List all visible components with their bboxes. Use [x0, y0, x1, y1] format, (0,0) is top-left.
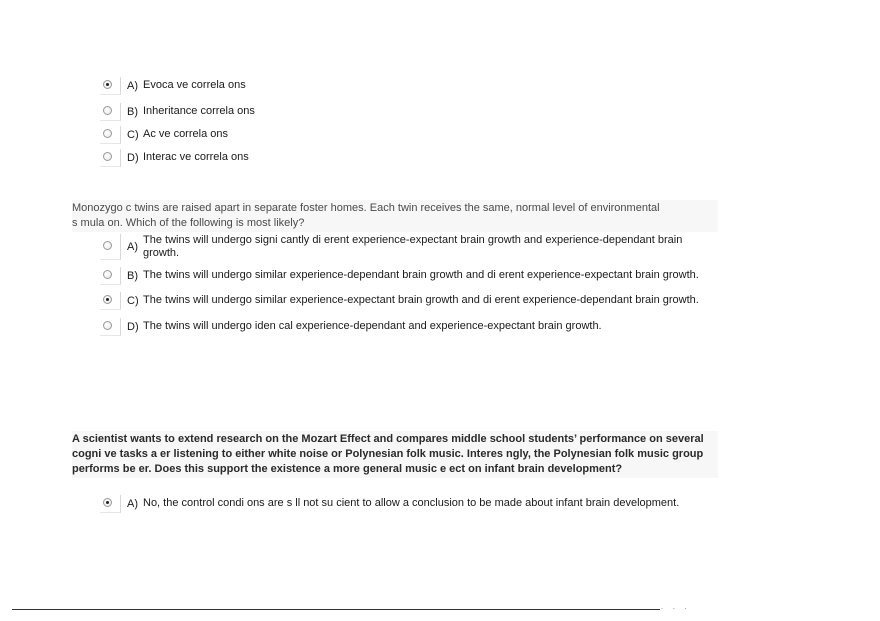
footer-divider: [12, 609, 660, 610]
q2-radio-a-icon[interactable]: [103, 241, 112, 250]
q2-radio-d-icon[interactable]: [103, 321, 112, 330]
q3-radio-a-icon[interactable]: [103, 498, 112, 507]
q2-option-a[interactable]: [100, 234, 703, 262]
q3-stem-line: cogni ve tasks a er listening to either white noise or Polynesian folk music. Interes ngly, the Polynesian folk music group: [72, 448, 704, 460]
q2-radio-cell-c: [100, 292, 121, 310]
q1-option-c-text: Ac ve correla ons: [143, 128, 228, 140]
q2-option-c-text: The twins will undergo similar experience-expectant brain growth and di erent experience-dependant brain growth.: [143, 294, 699, 306]
q1-radio-cell-d: [100, 149, 121, 167]
q2-option-d-text: The twins will undergo iden cal experience-dependant and experience-expectant brain growth.: [143, 320, 602, 332]
q1-option-c[interactable]: [100, 126, 228, 144]
q2-stem-line: s mula on. Which of the following is most likely?: [72, 217, 305, 229]
q2-stem-line: Monozygo c twins are raised apart in separate foster homes. Each twin receives the same, normal level of environmental: [72, 202, 660, 214]
q3-option-a[interactable]: [100, 495, 679, 513]
q2-option-d-letter: D): [127, 321, 139, 333]
q3-option-a-text: No, the control condi ons are s ll not su cient to allow a conclusion to be made about infant brain development.: [143, 497, 680, 509]
q1-option-b-text: Inheritance correla ons: [143, 105, 255, 117]
q1-option-d-letter: D): [127, 152, 139, 164]
q1-radio-cell-b: [100, 103, 121, 121]
q2-option-b-letter: B): [127, 270, 138, 282]
q1-radio-c-icon[interactable]: [103, 129, 112, 138]
q2-option-c[interactable]: [100, 292, 699, 310]
q1-option-a-text: Evoca ve correla ons: [143, 79, 246, 91]
q1-option-d-text: Interac ve correla ons: [143, 151, 249, 163]
q3-stem-line: A scientist wants to extend research on the Mozart Effect and compares middle school students’ performance on several: [72, 433, 704, 445]
q1-option-a[interactable]: [100, 77, 246, 95]
footer-dots: . . .: [661, 604, 691, 611]
q2-option-a-text: The twins will undergo signi cantly di erent experience-expectant brain growth and experience-dependant brain growth.: [143, 234, 683, 259]
q3-radio-cell-a: [100, 495, 121, 513]
q2-option-c-letter: C): [127, 295, 139, 307]
q2-radio-cell-a: [100, 234, 121, 260]
q1-option-b-letter: B): [127, 106, 138, 118]
q2-option-d[interactable]: [100, 318, 602, 336]
q3-stem-line: performs be er. Does this support the existence a more general music e ect on infant brain development?: [72, 463, 623, 475]
q2-option-b[interactable]: [100, 267, 699, 285]
q2-option-a-letter: A): [127, 241, 138, 253]
q1-radio-a-icon[interactable]: [103, 80, 112, 89]
q1-radio-cell-c: [100, 126, 121, 144]
q1-radio-d-icon[interactable]: [103, 152, 112, 161]
q2-radio-cell-b: [100, 267, 121, 285]
q2-radio-c-icon[interactable]: [103, 295, 112, 304]
q2-option-b-text: The twins will undergo similar experience-dependant brain growth and di erent experience-expectant brain growth.: [143, 269, 699, 281]
q2-radio-cell-d: [100, 318, 121, 336]
q1-option-c-letter: C): [127, 129, 139, 141]
q1-option-d[interactable]: [100, 149, 249, 167]
q2-stem: [72, 200, 718, 232]
q1-radio-cell-a: [100, 77, 121, 95]
q3-stem: [72, 431, 718, 478]
q1-radio-b-icon[interactable]: [103, 106, 112, 115]
q3-option-a-letter: A): [127, 498, 138, 510]
q1-option-a-letter: A): [127, 80, 138, 92]
q1-option-b[interactable]: [100, 103, 255, 121]
q2-radio-b-icon[interactable]: [103, 270, 112, 279]
